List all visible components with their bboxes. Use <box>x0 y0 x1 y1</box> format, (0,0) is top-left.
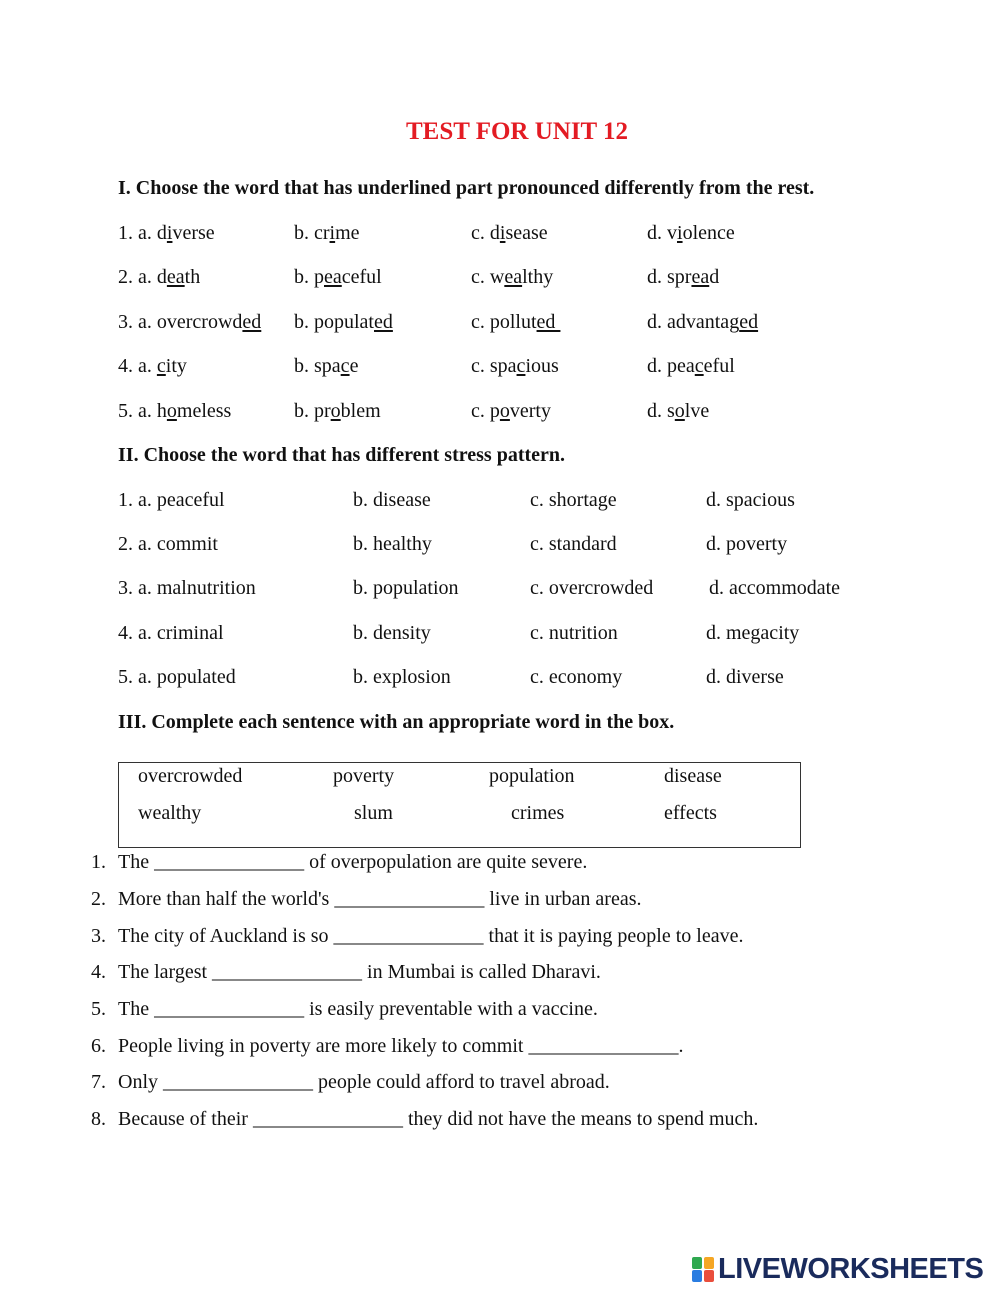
s2-r1-option-a: 1. a. peaceful <box>118 489 225 511</box>
sentence-text[interactable]: The _______________ is easily preventable with a vaccine. <box>118 998 598 1020</box>
s1-row-5 <box>0 400 1000 428</box>
sentence-text[interactable]: Only _______________ people could afford to travel abroad. <box>118 1071 610 1093</box>
s2-row-4 <box>0 622 1000 650</box>
sentence-text[interactable]: The city of Auckland is so _______________ that it is paying people to leave. <box>118 925 744 947</box>
liveworksheets-logo[interactable] <box>692 1252 983 1286</box>
s1-r1-option-c: c. disease <box>471 222 548 244</box>
s2-row-5 <box>0 666 1000 694</box>
s2-r2-option-c: c. standard <box>530 533 617 555</box>
s1-row-4 <box>0 355 1000 383</box>
box-word: disease <box>664 765 722 787</box>
s1-row-2 <box>0 266 1000 294</box>
page-title: TEST FOR UNIT 12 <box>405 118 629 145</box>
s2-r4-option-c: c. nutrition <box>530 622 618 644</box>
box-word: effects <box>664 802 717 824</box>
section-2-heading: II. Choose the word that has different stress pattern. <box>118 444 566 466</box>
box-word: population <box>489 765 575 787</box>
s2-r4-option-a: 4. a. criminal <box>118 622 224 644</box>
sentence-number: 8. <box>91 1108 106 1130</box>
sentence-4 <box>0 961 1000 989</box>
section-3-heading: III. Complete each sentence with an appropriate word in the box. <box>118 711 675 733</box>
liveworksheets-logo-icon <box>692 1255 716 1283</box>
s1-row-1 <box>0 222 1000 250</box>
s1-r2-option-c: c. wealthy <box>471 266 554 288</box>
s2-r5-option-b: b. explosion <box>353 666 451 688</box>
s2-r3-option-c: c. overcrowded <box>530 577 654 599</box>
s2-r4-option-d: d. megacity <box>706 622 800 644</box>
sentence-text[interactable]: People living in poverty are more likely to commit _______________. <box>118 1035 684 1057</box>
box-word: slum <box>354 802 393 824</box>
sentence-number: 2. <box>91 888 106 910</box>
sentence-number: 3. <box>91 925 106 947</box>
s2-row-2 <box>0 533 1000 561</box>
s2-r2-option-a: 2. a. commit <box>118 533 218 555</box>
s1-r3-option-c: c. polluted <box>471 311 561 333</box>
s1-r2-option-d: d. spread <box>647 266 720 288</box>
s1-r1-option-b: b. crime <box>294 222 360 244</box>
s1-r5-option-a: 5. a. homeless <box>118 400 232 422</box>
sentence-5 <box>0 998 1000 1026</box>
s2-row-3 <box>0 577 1000 605</box>
s2-r1-option-c: c. shortage <box>530 489 617 511</box>
sentence-1 <box>0 851 1000 879</box>
s2-r3-option-a: 3. a. malnutrition <box>118 577 256 599</box>
s1-r3-option-d: d. advantaged <box>647 311 759 333</box>
s1-r1-option-a: 1. a. diverse <box>118 222 215 244</box>
sentence-8 <box>0 1108 1000 1136</box>
sentence-text[interactable]: The _______________ of overpopulation are quite severe. <box>118 851 588 873</box>
s1-r2-option-b: b. peaceful <box>294 266 382 288</box>
s2-r1-option-b: b. disease <box>353 489 431 511</box>
s2-r5-option-a: 5. a. populated <box>118 666 236 688</box>
s1-r4-option-c: c. spacious <box>471 355 559 377</box>
s1-r4-option-b: b. space <box>294 355 359 377</box>
s2-r4-option-b: b. density <box>353 622 431 644</box>
s2-r3-option-d: d. accommodate <box>709 577 841 599</box>
s1-r3-option-b: b. populated <box>294 311 393 333</box>
sentence-number: 5. <box>91 998 106 1020</box>
s1-row-3 <box>0 311 1000 339</box>
sentence-3 <box>0 925 1000 953</box>
s1-r2-option-a: 2. a. death <box>118 266 201 288</box>
s2-r1-option-d: d. spacious <box>706 489 795 511</box>
s1-r1-option-d: d. violence <box>647 222 735 244</box>
sentence-number: 4. <box>91 961 106 983</box>
section-1-heading: I. Choose the word that has underlined part pronounced differently from the rest. <box>118 177 815 199</box>
s1-r4-option-a: 4. a. city <box>118 355 187 377</box>
s1-r3-option-a: 3. a. overcrowded <box>118 311 262 333</box>
s1-r5-option-b: b. problem <box>294 400 381 422</box>
sentence-text[interactable]: The largest _______________ in Mumbai is called Dharavi. <box>118 961 601 983</box>
s1-r5-option-d: d. solve <box>647 400 710 422</box>
s2-r5-option-d: d. diverse <box>706 666 784 688</box>
s2-r2-option-d: d. poverty <box>706 533 788 555</box>
s1-r5-option-c: c. poverty <box>471 400 551 422</box>
sentence-text[interactable]: Because of their _______________ they did not have the means to spend much. <box>118 1108 759 1130</box>
box-word: crimes <box>511 802 565 824</box>
box-word: overcrowded <box>138 765 243 787</box>
s2-r2-option-b: b. healthy <box>353 533 432 555</box>
sentence-number: 1. <box>91 851 106 873</box>
s2-r5-option-c: c. economy <box>530 666 623 688</box>
liveworksheets-wordmark: LIVEWORKSHEETS <box>718 1252 984 1285</box>
sentence-6 <box>0 1035 1000 1063</box>
sentence-2 <box>0 888 1000 916</box>
box-word: wealthy <box>138 802 202 824</box>
s1-r4-option-d: d. peaceful <box>647 355 735 377</box>
sentence-number: 7. <box>91 1071 106 1093</box>
sentence-7 <box>0 1071 1000 1099</box>
s2-row-1 <box>0 489 1000 517</box>
sentence-text[interactable]: More than half the world's _______________ live in urban areas. <box>118 888 642 910</box>
box-word: poverty <box>333 765 395 787</box>
s2-r3-option-b: b. population <box>353 577 459 599</box>
word-box <box>118 762 801 848</box>
sentence-number: 6. <box>91 1035 106 1057</box>
